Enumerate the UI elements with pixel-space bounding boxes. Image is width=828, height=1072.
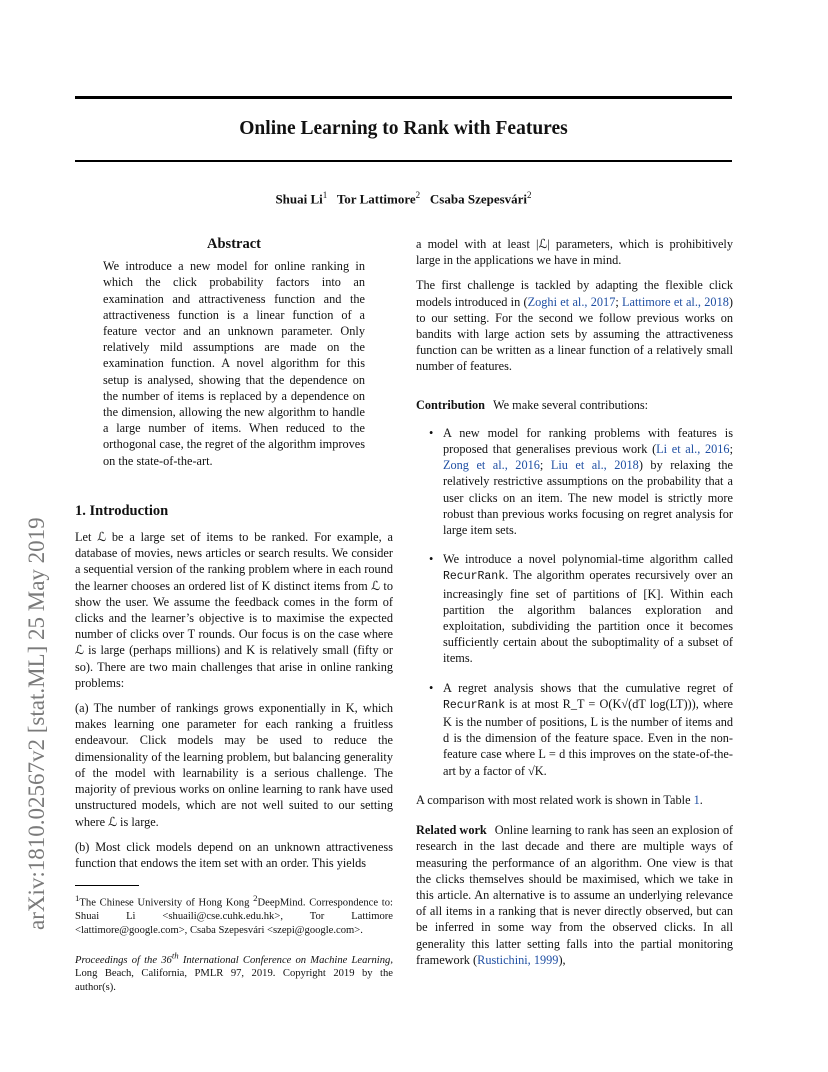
- citation-link[interactable]: Lattimore et al., 2018: [622, 294, 729, 309]
- author-affiliation: 2: [415, 190, 421, 200]
- contribution-heading: Contribution: [416, 397, 486, 412]
- paper-title: Online Learning to Rank with Features: [239, 118, 568, 139]
- title-rule-bottom: [75, 160, 732, 162]
- citation-link[interactable]: Zoghi et al., 2017: [527, 294, 616, 309]
- contribution-paragraph: Contribution We make several contributions:: [416, 397, 649, 412]
- right-column: [416, 236, 733, 968]
- intro-paragraph-1: Let ℒ be a large set of items to be ranked. For example, a database of movies, news articles or search results. We consider a sequential version of the ranking problem where in each round the learner chooses an ordered list of K distinct items from ℒ to show the user. We assume the feedback comes in the form of clicks and the learner’s objective is to maximise the expected number of clicks over T rounds. Our focus is on the case where ℒ is large (perhaps millions) and K is relatively small (fifty or so). There are two main challenges that arise in online ranking problems:: [75, 530, 393, 690]
- author-affiliation: 1: [322, 190, 328, 200]
- abstract-heading: Abstract: [207, 236, 261, 252]
- citation-link[interactable]: Zong et al., 2016: [443, 458, 540, 473]
- author-name: Csaba Szepesvári: [429, 191, 528, 207]
- author-list: [75, 190, 732, 207]
- left-column: [75, 236, 393, 994]
- list-item: • A new model for ranking problems with features is proposed that generalises previous work (Li et al., 2016; Zong et al., 2016; Liu et al., 2018) by relaxing the relatively restrictive assumptions on the probability that a user clicks on an item. The new model is strictly more robust than previous works focusing on regret analysis for large item sets.: [429, 425, 733, 538]
- author-affiliation: 2: [527, 190, 532, 200]
- affiliation-footnote: $^1$The Chinese University of Hong Kong $^2$DeepMind. Correspondence to: Shuai Li <shuaili@cse.cuhk.edu.hk>, Tor Lattimore <lattimore@google.com>, Csaba Szepesvári <szepi@google.com>.: [75, 893, 393, 936]
- related-work-paragraph: Related work Online learning to rank has seen an explosion of research in the last decade and there are multiple ways of measuring the performance of an algorithm. One view is that the clicks themselves should be maximised, which we take in this article. An alternative is to assume an underlying relevance of all items in a ranking that is never directly observed, but can be inferred in some way from the observed clicks. In all generality this latter setting falls into the partial monitoring framework (Rustichini, 1999),: [416, 823, 733, 967]
- citation-link[interactable]: Li et al., 2016: [656, 442, 730, 457]
- intro-paragraph-2: (a) The number of rankings grows exponentially in K, which makes learning one parameter for each ranking a fruitless endeavour. Click models may be used to reduce the dimensionality of the learning problem, but balancing generality of the model with learnability is a serious challenge. The majority of previous works on online learning to rank have used unstructured models, which are not well suited to our setting where ℒ is large.: [75, 701, 393, 829]
- proceedings-note: Proceedings of the 36th International Conference on Machine Learning, Long Beach, California, PMLR 97, 2019. Copyright 2019 by the author(s).: [75, 950, 393, 993]
- table-reference-paragraph: A comparison with most related work is shown in Table 1.: [416, 792, 703, 807]
- author-name: Shuai Li: [275, 191, 323, 207]
- abstract-text: We introduce a new model for online ranking in which the click probability factors into an examination and attractiveness function and the attractiveness function is a linear function of a feature vector and an unknown parameter. Only relatively mild assumptions are made on the examination function. A novel algorithm for this setup is analysed, showing that the dependence on the number of items is replaced by a dependence on the dimension, allowing the new algorithm to handle a large number of items. When reduced to the orthogonal case, the regret of the algorithm improves on the state-of-the-art.: [103, 259, 365, 468]
- table-link[interactable]: 1: [693, 792, 700, 807]
- section-heading-introduction: 1. Introduction: [75, 502, 169, 519]
- list-item: • A regret analysis shows that the cumulative regret of RecurRank is at most R_T = O(K√(dT log(LT))), where K is the number of positions, L is the number of items and d is the dimension of the feature space. Even in the non-feature case where L = d this improves on the state-of-the-art by a factor of √K.: [429, 680, 733, 778]
- list-item: • We introduce a novel polynomial-time algorithm called RecurRank. The algorithm operates recursively over an increasingly fine set of partitions of [K]. Within each partition the algorithm balances exploration and exploitation, subdividing the partition once it becomes sufficiently certain about the suboptimality of a subset of items.: [429, 552, 733, 666]
- title-rule-top: [75, 96, 732, 99]
- citation-link[interactable]: Liu et al., 2018: [550, 458, 639, 473]
- right-paragraph-2: The first challenge is tackled by adapting the flexible click models introduced in (Zoghi et al., 2017; Lattimore et al., 2018) to our setting. For the second we follow previous works on bandits with large action sets by assuming the attractiveness function can be written as a linear function of a relatively small number of features.: [416, 278, 733, 374]
- intro-paragraph-3: (b) Most click models depend on an unknown attractiveness function that endows the item set with an order. This yields: [75, 839, 393, 870]
- author-name: Tor Lattimore: [336, 191, 416, 207]
- contribution-list: [416, 425, 733, 779]
- footnote-rule: [75, 885, 139, 886]
- arxiv-sidebar-stamp: arXiv:1810.02567v2 [stat.ML] 25 May 2019: [24, 517, 49, 930]
- right-paragraph-1: a model with at least |ℒ| parameters, which is prohibitively large in the applications we have in mind.: [416, 237, 733, 268]
- related-work-heading: Related work: [416, 823, 487, 838]
- citation-link[interactable]: Rustichini, 1999: [477, 952, 559, 967]
